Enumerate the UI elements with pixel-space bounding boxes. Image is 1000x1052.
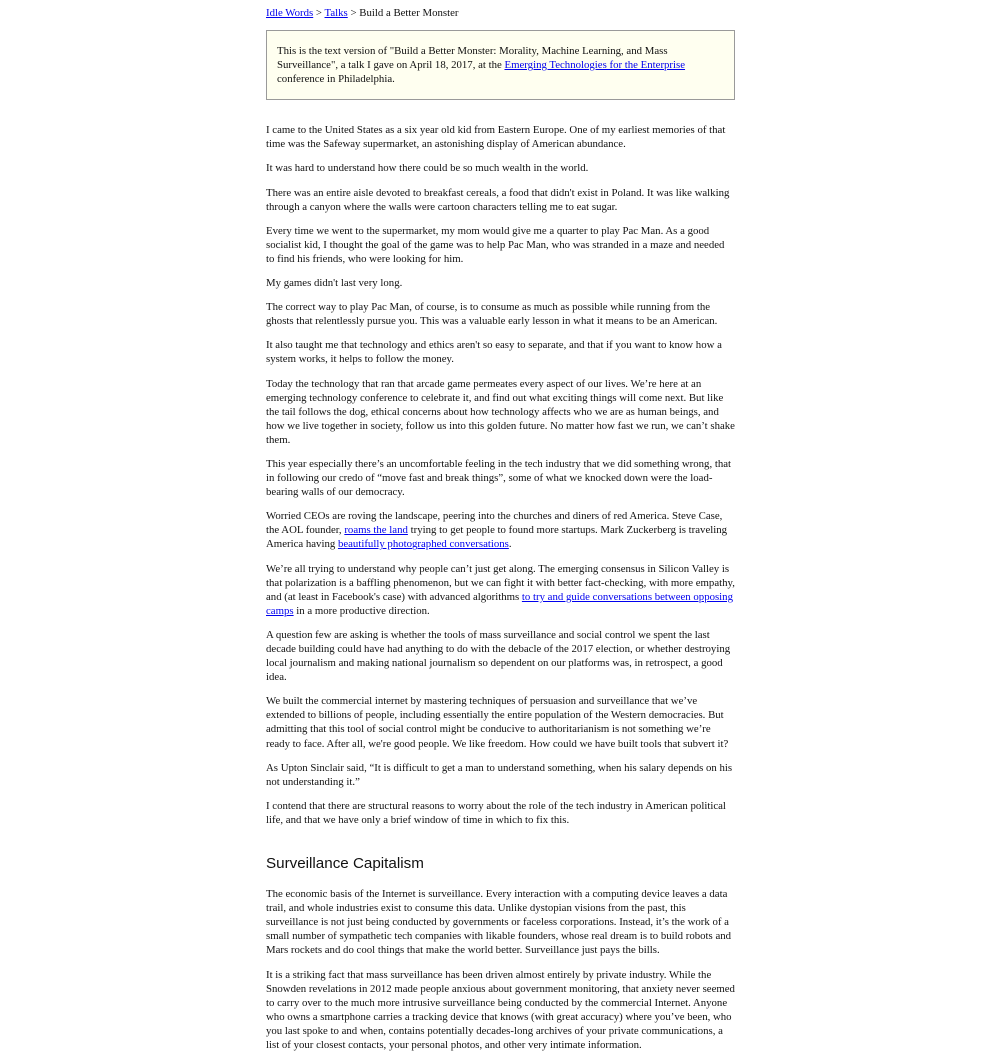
paragraph-text: in a more productive direction. — [294, 605, 430, 617]
paragraph: We built the commercial internet by mastering techniques of persuasion and surveillance that we’ve extended to billions of people, including essentially the entire population of the Western democracies. But admitting that this tool of social control might be conducive to authoritarianism is not something we’re ready to face. After all, we're good people. We like freedom. How could we have built tools that subvert it? — [266, 694, 735, 750]
photographed-conversations-link[interactable]: beautifully photographed conversations — [338, 538, 509, 550]
article-body — [266, 123, 735, 1052]
paragraph: The economic basis of the Internet is surveillance. Every interaction with a computing device leaves a data trail, and whole industries exist to consume this data. Unlike dystopian visions from the past, this surveillance is not just being conducted by governments or faceless corporations. Instead, it’s the work of a small number of sympathetic tech companies with likable founders, whose real dream is to build robots and Mars rockets and do cool things that make the world better. Surveillance just pays the bills. — [266, 887, 735, 957]
guide-conversations-link[interactable]: to try and guide conversations between opposing camps — [266, 591, 733, 617]
paragraph: The correct way to play Pac Man, of course, is to consume as much as possible while running from the ghosts that relentlessly pursue you. This was a valuable early lesson in what it means to be an American. — [266, 300, 735, 328]
paragraph-text: . — [509, 538, 512, 550]
paragraph: Every time we went to the supermarket, my mom would give me a quarter to play Pac Man. As a good socialist kid, I thought the goal of the game was to help Pac Man, who was stranded in a maze and needed to find his friends, who were looking for him. — [266, 224, 735, 266]
paragraph: There was an entire aisle devoted to breakfast cereals, a food that didn't exist in Poland. It was like walking through a canyon where the walls were cartoon characters telling me to eat sugar. — [266, 186, 735, 214]
roams-the-land-link[interactable]: roams the land — [344, 524, 408, 536]
paragraph: It is a striking fact that mass surveillance has been driven almost entirely by private industry. While the Snowden revelations in 2012 made people anxious about government monitoring, that anxiety never seemed to carry over to the much more intrusive surveillance being conducted by the commercial Internet. Anyone who owns a smartphone carries a tracking device that knows (with great accuracy) where you’ve been, who you last spoke to and when, contains potentially decades-long archives of your private communications, a list of your closest contacts, your personal photos, and other very intimate information. — [266, 968, 735, 1052]
breadcrumb-separator: > — [313, 7, 324, 19]
breadcrumb-talks-link[interactable]: Talks — [325, 7, 348, 19]
intro-text-after: conference in Philadelphia. — [277, 73, 395, 85]
paragraph: A question few are asking is whether the tools of mass surveillance and social control we spent the last decade building could have had anything to do with the debacle of the 2017 election, or whether destroying local journalism and making national journalism so dependent on our platforms was, in retrospect, a good idea. — [266, 628, 735, 684]
paragraph: As Upton Sinclair said, “It is difficult to get a man to understand something, when his salary depends on his not understanding it.” — [266, 761, 735, 789]
intro-text-before: This is the text version of "Build a Better Monster: Morality, Machine Learning, and Mass Surveillance", a talk I gave on April 18, 2017, at the — [277, 45, 668, 71]
paragraph — [266, 509, 735, 551]
paragraph: Today the technology that ran that arcade game permeates every aspect of our lives. We’re here at an emerging technology conference to celebrate it, and find out what exciting things will come next. But like the tail follows the dog, ethical concerns about how technology affects who we are as human beings, and how we live together in society, follow us into this golden future. No matter how fast we run, we can’t shake them. — [266, 377, 735, 447]
paragraph: This year especially there’s an uncomfortable feeling in the tech industry that we did something wrong, that in following our credo of “move fast and break things”, some of what we knocked down were the load-bearing walls of our democracy. — [266, 457, 735, 499]
breadcrumb-current: Build a Better Monster — [359, 7, 458, 19]
paragraph: My games didn't last very long. — [266, 276, 735, 290]
paragraph: I came to the United States as a six year old kid from Eastern Europe. One of my earliest memories of that time was the Safeway supermarket, an astonishing display of American abundance. — [266, 123, 735, 151]
intro-text — [277, 44, 728, 86]
paragraph-text: We’re all trying to understand why people can’t just get along. The emerging consensus in Silicon Valley is that polarization is a baffling phenomenon, but we can fight it with better fact-checking, with more empathy, and (at least in Facebook's case) with advanced algorithms — [266, 563, 735, 603]
paragraph-text: Worried CEOs are roving the landscape, peering into the churches and diners of red America. Steve Case, the AOL founder, — [266, 510, 722, 536]
paragraph-text: trying to get people to found more startups. Mark Zuckerberg is traveling America having — [266, 524, 727, 550]
section-heading: Surveillance Capitalism — [266, 855, 735, 873]
paragraph: It was hard to understand how there could be so much wealth in the world. — [266, 161, 735, 175]
intro-box — [266, 30, 735, 100]
paragraph: It also taught me that technology and ethics aren't so easy to separate, and that if you want to know how a system works, it helps to follow the money. — [266, 338, 735, 366]
breadcrumb-separator: > — [348, 7, 360, 19]
breadcrumb — [266, 6, 735, 20]
page — [266, 0, 735, 1052]
conference-link[interactable]: Emerging Technologies for the Enterprise — [504, 59, 685, 71]
paragraph: I contend that there are structural reasons to worry about the role of the tech industry in American political life, and that we have only a brief window of time in which to fix this. — [266, 799, 735, 827]
breadcrumb-home-link[interactable]: Idle Words — [266, 7, 313, 19]
paragraph — [266, 562, 735, 618]
